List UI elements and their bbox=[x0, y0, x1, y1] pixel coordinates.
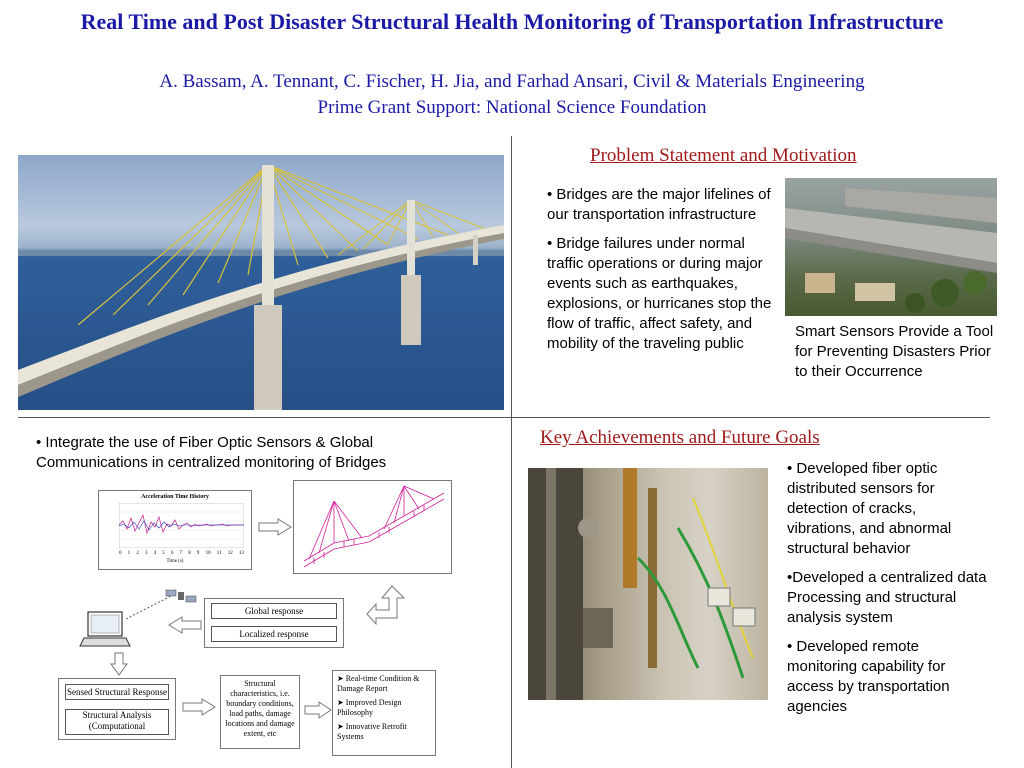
chart-plot-area bbox=[119, 503, 244, 548]
x-tick: 0 bbox=[119, 551, 122, 556]
arrow-right-icon bbox=[182, 698, 216, 716]
bridge-photo bbox=[18, 155, 504, 410]
problem-bullets bbox=[547, 185, 777, 363]
authors-line: A. Bassam, A. Tennant, C. Fischer, H. Jia, and Farhad Ansari, Civil & Materials Engineering bbox=[159, 71, 865, 92]
characteristics-box bbox=[220, 675, 300, 749]
x-tick: 8 bbox=[188, 551, 191, 556]
x-tick: 1 bbox=[127, 551, 131, 556]
vertical-divider bbox=[511, 136, 512, 768]
global-response-label: Global response bbox=[211, 603, 337, 619]
characteristics-text: Structural characteristics, i.e. boundary conditions, load paths, damage locations and damage extent, etc bbox=[225, 679, 295, 738]
x-tick: 6 bbox=[170, 551, 174, 556]
achievement-bullet: • Developed fiber optic distributed sensors for detection of cracks, vibrations, and abnormal structural behavior bbox=[787, 460, 952, 557]
arrow-left-icon bbox=[168, 616, 202, 634]
x-tick: 9 bbox=[196, 551, 200, 556]
problem-bullet: • Bridges are the major lifelines of our transportation infrastructure bbox=[547, 186, 771, 223]
localized-response-label: Localized response bbox=[211, 626, 337, 642]
structural-analysis-label: Structural Analysis (Computational bbox=[65, 709, 169, 735]
outcome-item: ➤ Real-time Condition & Damage Report bbox=[337, 674, 420, 693]
x-tick: 7 bbox=[179, 551, 183, 556]
achievements-bullets bbox=[787, 459, 987, 726]
fiber-sensor-lab-photo bbox=[528, 468, 768, 700]
response-box bbox=[204, 598, 344, 648]
curved-arrow-icon bbox=[366, 584, 406, 632]
outcome-item: ➤ Improved Design Philosophy bbox=[337, 698, 402, 717]
x-tick: 2 bbox=[136, 551, 139, 556]
achievement-bullet: • Developed remote monitoring capability for access by transportation agencies bbox=[787, 638, 950, 715]
analysis-box bbox=[58, 678, 176, 740]
bridge-model-figure bbox=[293, 480, 452, 574]
highway-collapse-photo bbox=[785, 178, 997, 316]
laptop-icon bbox=[78, 610, 132, 650]
poster-title: Real Time and Post Disaster Structural Health Monitoring of Transportation Infrastructure bbox=[80, 9, 944, 34]
outcome-text: Innovative Retrofit Systems bbox=[337, 722, 407, 741]
outcome-item: ➤ Innovative Retrofit Systems bbox=[337, 722, 407, 741]
outcome-text: Improved Design Philosophy bbox=[337, 698, 402, 717]
arrow-down-icon bbox=[110, 652, 128, 676]
x-tick: 10 bbox=[205, 551, 211, 556]
achievement-bullet: •Developed a centralized data Processing and structural analysis system bbox=[787, 569, 987, 626]
integrate-text: • Integrate the use of Fiber Optic Sensors & Global Communications in centralized monitoring of Bridges bbox=[36, 434, 387, 471]
x-tick: 11 bbox=[216, 551, 222, 556]
x-tick: 3 bbox=[144, 551, 148, 556]
outcome-text: Real-time Condition & Damage Report bbox=[337, 674, 420, 693]
arrow-right-icon bbox=[258, 518, 292, 536]
chart-title: Acceleration Time History bbox=[141, 494, 209, 500]
arrow-right-icon bbox=[304, 701, 332, 719]
outcomes-box bbox=[332, 670, 436, 756]
acceleration-chart bbox=[98, 490, 252, 570]
sensed-response-label: Sensed Structural Response bbox=[65, 684, 169, 700]
outcomes-list bbox=[333, 671, 435, 745]
monitoring-diagram bbox=[36, 478, 476, 763]
chart-x-label: Time (s) bbox=[166, 559, 184, 564]
x-tick: 5 bbox=[162, 551, 165, 556]
problem-bullet: • Bridge failures under normal traffic operations or during major events such as earthquakes, explosions, or hurricanes stop the flow of traffic, affect safety, and mobility of the traveling public bbox=[547, 235, 772, 352]
x-tick: 12 bbox=[227, 551, 233, 556]
x-tick: 13 bbox=[238, 551, 244, 556]
x-tick: 4 bbox=[153, 551, 157, 556]
sensors-caption: Smart Sensors Provide a Tool for Preventing Disasters Prior to their Occurrence bbox=[795, 323, 994, 380]
achievements-section-title: Key Achievements and Future Goals bbox=[540, 427, 820, 448]
horizontal-divider bbox=[18, 417, 990, 418]
problem-section-title: Problem Statement and Motivation bbox=[590, 145, 857, 166]
grant-line: Prime Grant Support: National Science Foundation bbox=[317, 97, 707, 118]
